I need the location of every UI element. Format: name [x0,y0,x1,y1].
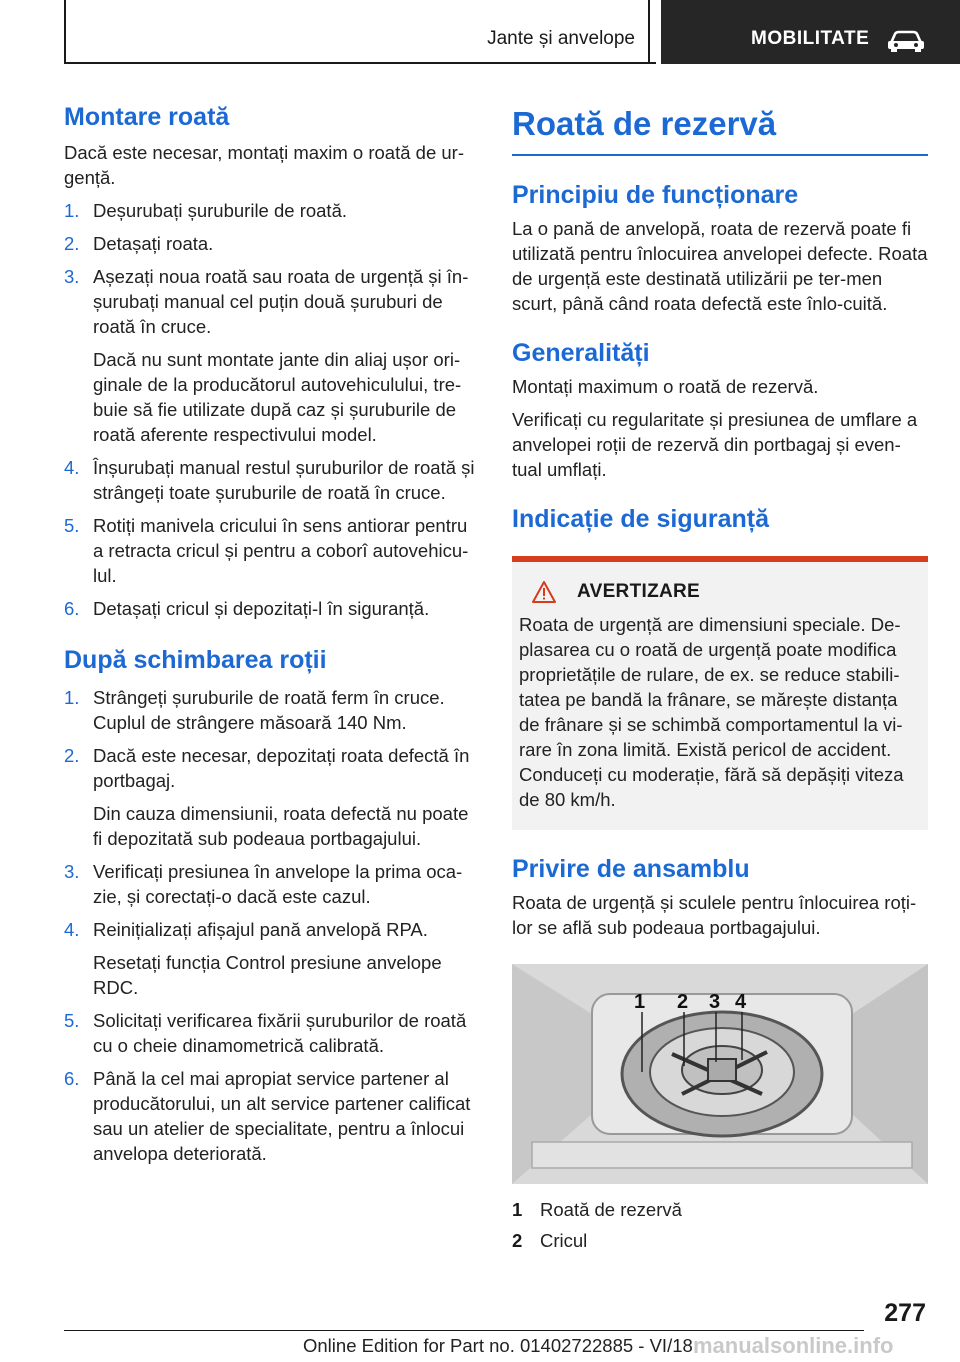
general-heading: Generalități [512,339,650,367]
step-body [93,264,479,447]
header-rule [64,62,656,64]
step-number: 6. [64,598,80,619]
legend-label: Cricul [540,1230,588,1251]
step-number: 1. [64,687,80,708]
callout-2: 2 [677,991,689,1013]
header-divider-left [64,0,66,64]
step-number: 2. [64,233,80,254]
step-number: 4. [64,457,80,478]
step-text: Rotiți manivela cricului în sens antiorar pentru a retracta cricul și pentru a coborî autovehicu-lul. [93,515,469,586]
step-number: 6. [64,1068,80,1089]
step-text: Detașați cricul și depozitați-l în siguranță. [93,598,430,619]
spare-wheel-illustration [512,964,928,1184]
header-section-title: Jante și anvelope [487,28,635,49]
header-divider-right [648,0,650,64]
step-text: Reinițializați afișajul pană anvelopă RPA. [93,919,428,940]
mount-wheel-intro: Dacă este necesar, montați maxim o roată de ur-gență. [64,142,464,188]
step-body [93,596,479,621]
overview-heading: Privire de ansamblu [512,855,750,883]
list-item [64,917,479,1000]
mount-wheel-heading: Montare roată [64,103,230,131]
step-number: 1. [64,200,80,221]
list-item [64,264,479,447]
step-number: 3. [64,861,80,882]
step-text: Dacă este necesar, depozitați roata defectă în portbagaj. [93,745,470,791]
list-item [64,513,479,588]
after-change-heading: După schimbarea roții [64,646,327,674]
step-text: Înșurubați manual restul șuruburilor de roată și strângeți toate șuruburile de roată în cruce. [93,457,475,503]
principle-text: La o pană de anvelopă, roata de rezervă poate fi utilizată pentru înlocuirea anvelopei defecte. Roata de urgență este destinată utilizării pe ter-men scurt, până când roata defectă este înlo-cuită. [512,218,928,314]
callout-3: 3 [709,991,721,1013]
step-number: 4. [64,919,80,940]
mount-steps-list [64,198,479,621]
left-column [64,100,479,1166]
warning-header [531,580,922,604]
step-body [93,1008,479,1058]
step-number: 2. [64,745,80,766]
footer-edition: Online Edition for Part no. 01402722885 - VI/18 [303,1335,693,1356]
step-number: 5. [64,515,80,536]
general-text-2: Verificați cu regularitate și presiunea de umflare a anvelopei roții de rezervă din portbagaj și even-tual umflați. [512,409,918,480]
legend-item [512,1228,928,1253]
step-text: Așezați noua roată sau roata de urgență și în-șurubați manual cel puțin două șuruburi de roată în cruce. [93,266,469,337]
footer-rule [64,1330,864,1331]
step-body [93,1066,479,1166]
header-chapter-tab[interactable] [661,0,960,64]
list-item [64,685,479,735]
legend-number: 2 [512,1230,523,1251]
step-number: 3. [64,266,80,287]
step-text: Detașați roata. [93,233,214,254]
step-text: Resetați funcția Control presiune anvelope RDC. [93,952,442,998]
step-text: Până la cel mai apropiat service partener al producătorului, un alt service partener calificat sau un atelier de specialitate, pentru a înlocui anvelopa deteriorată. [93,1068,471,1164]
step-text: Dacă nu sunt montate jante din aliaj ușor ori-ginale de la producătorul autovehiculului, tre-buie să fie utilizate după caz și șuruburile de roată aferente respectivului model. [93,349,462,445]
list-item [64,743,479,851]
legend-item [512,1197,928,1222]
list-item [64,231,479,256]
figure-legend [512,1197,928,1253]
step-body [93,455,479,505]
step-text: Deșurubați șuruburile de roată. [93,200,348,221]
warning-triangle-icon [531,580,557,604]
step-text: Strângeți șuruburile de roată ferm în cruce. Cuplul de strângere măsoară 140 Nm. [93,687,445,733]
step-number: 5. [64,1010,80,1031]
list-item [64,1066,479,1166]
step-body [93,859,479,909]
list-item [64,455,479,505]
step-text: Din cauza dimensiunii, roata defectă nu poate fi depozitată sub podeaua portbagajului. [93,803,469,849]
list-item [64,198,479,223]
callout-1: 1 [634,991,646,1013]
overview-text: Roata de urgență și sculele pentru înlocuirea roți-lor se află sub podeaua portbagajului. [512,892,917,938]
list-item [64,1008,479,1058]
principle-heading: Principiu de funcționare [512,181,799,209]
step-body [93,743,479,851]
step-body [93,685,479,735]
step-text: Verificați presiunea în anvelope la prima oca-zie, și corectați-o dacă este cazul. [93,861,463,907]
callout-4: 4 [735,991,747,1013]
step-body [93,917,479,1000]
car-icon [887,30,925,52]
header-chapter-label: MOBILITATE [751,28,870,49]
heading-rule [512,154,928,156]
step-text: Solicitați verificarea fixării șuruburilor de roată cu o cheie dinamometrică calibrată. [93,1010,467,1056]
page-number: 277 [884,1299,926,1327]
legend-number: 1 [512,1199,523,1220]
safety-heading: Indicație de siguranță [512,505,770,533]
list-item [64,859,479,909]
warning-box [512,556,928,830]
right-column [512,100,928,1253]
warning-title: AVERTIZARE [577,581,700,602]
list-item [64,596,479,621]
step-body [93,198,479,223]
watermark: manualsonline.info [693,1333,894,1358]
spare-wheel-heading: Roată de rezervă [512,105,777,142]
step-body [93,513,479,588]
general-text-1: Montați maximum o roată de rezervă. [512,376,819,397]
legend-label: Roată de rezervă [540,1199,682,1220]
warning-text: Roata de urgență are dimensiuni speciale. De-plasarea cu o roată de urgență poate modifica proprietățile de rulare, de ex. se reduce stabili-tatea pe bandă la frânare, se mărește distanța de frânare și se schimbă comportamentul la vi-rare în zona limită. Există pericol de accident. Conduceți cu moderație, fără să depășiți viteza de 80 km/h. [519,614,904,810]
after-steps-list [64,685,479,1166]
step-body [93,231,479,256]
